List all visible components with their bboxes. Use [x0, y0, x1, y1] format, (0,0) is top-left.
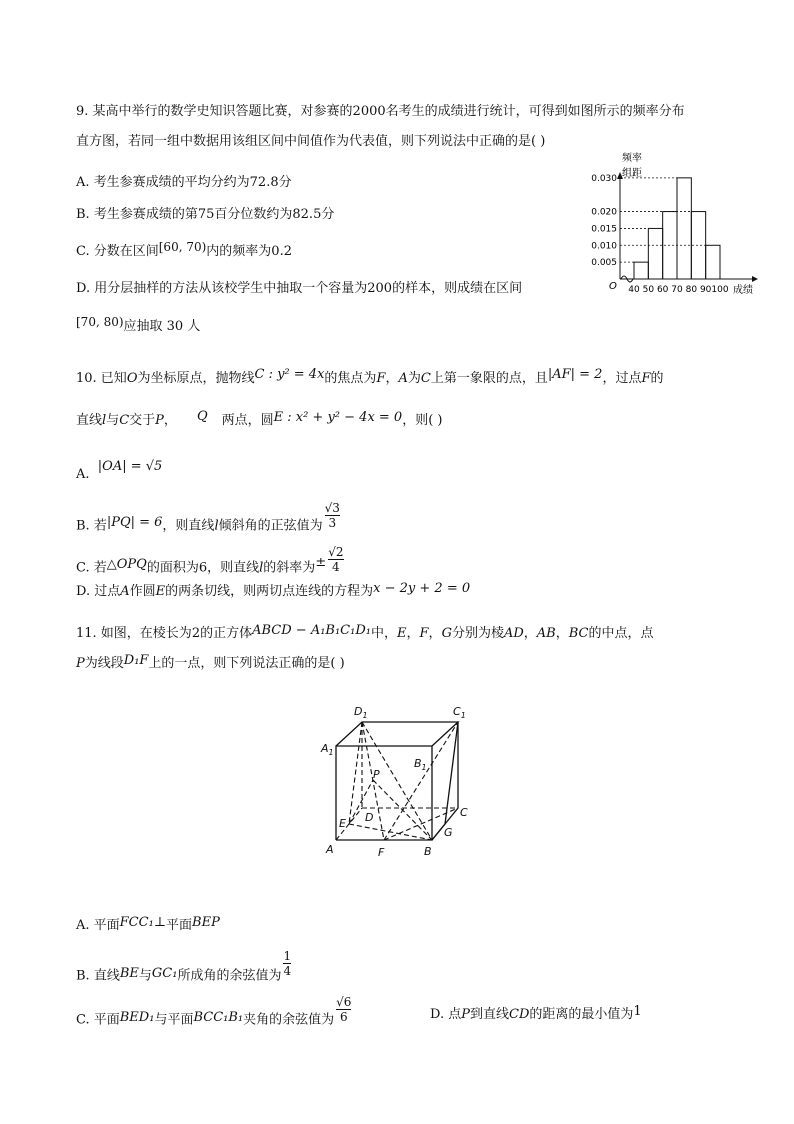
q11-var-p: P [461, 1007, 470, 1022]
q9-option-c-text: C. 分数在区间 [76, 244, 159, 259]
q9-option-d [76, 280, 522, 298]
hist-bar [648, 228, 662, 279]
label-a: A [326, 843, 334, 856]
q11-cube-name: ABCD − A₁B₁C₁D₁ [252, 623, 371, 638]
fraction-denominator: 4 [283, 964, 292, 978]
q9-option-c-number: 0.2 [271, 244, 292, 259]
hist-x-tick-label: 90 [699, 285, 712, 295]
q11-option-b-fraction [283, 950, 291, 978]
q11-option-b-text: 与 [138, 968, 152, 984]
fraction-denominator: 6 [336, 1009, 351, 1024]
q9-option-d-interval: [70, 80) [76, 315, 124, 329]
q10-var-f: F [376, 371, 386, 386]
hist-y-tick-label: 0.020 [591, 207, 617, 218]
q10-option-c-text: ，则直线 [207, 560, 260, 576]
label-b: B [424, 845, 432, 858]
label-d1: $D_1$ [354, 705, 368, 720]
cube-figure [310, 700, 490, 865]
hist-x-axis-arrow [752, 276, 758, 282]
fraction-numerator: √2 [328, 545, 344, 559]
q9-option-a-text: A. 考生参赛成绩的平均分约为 [76, 175, 250, 190]
q11-edge-bc: BC [568, 626, 589, 641]
q11-option-d-number: 1 [633, 1004, 642, 1019]
frequency-histogram [580, 145, 765, 300]
q10-option-d-text: 的两条切线，则两切点连线的方程为 [165, 584, 374, 599]
q10-option-d-text: 作圆 [129, 584, 156, 599]
hist-ylabel-bottom: 组距 [622, 168, 642, 179]
hist-y-tick-label: 0.015 [591, 224, 617, 235]
segment-eb [349, 824, 432, 840]
q10-option-c-math: △OPQ [106, 556, 147, 572]
q10-stem-text: 的 [650, 371, 664, 386]
q11-option-a-text: A. 平面 [76, 918, 120, 933]
q11-var-e: E [397, 626, 407, 641]
hist-bar [677, 178, 691, 279]
q10-option-b-text: B. 若 [76, 518, 107, 534]
hist-x-tick-label: 70 [671, 285, 683, 295]
q11-stem-text: 的中点，点 [588, 626, 654, 641]
q9-option-c-interval: [60, 70) [158, 240, 207, 254]
q11-edge-length: 2 [191, 626, 201, 641]
fraction-numerator: 1 [283, 949, 292, 963]
q10-stem-text: 为坐标原点，抛物线 [137, 371, 255, 386]
q11-option-b-text: 所成角的余弦值为 [177, 968, 282, 984]
q10-option-d [76, 583, 470, 601]
q9-option-c [76, 242, 292, 261]
q10-option-b [76, 501, 342, 540]
q10-option-b-fraction [325, 502, 340, 530]
q11-var-p: P [76, 656, 85, 671]
q11-option-d [430, 1006, 642, 1024]
q10-var-p: P [155, 413, 164, 428]
q10-var-l: l [259, 560, 264, 576]
q11-option-b [76, 949, 293, 990]
q10-stem-text: 交于 [129, 413, 156, 428]
q11-option-d-text: 的距离的最小值为 [529, 1007, 634, 1022]
q9-stem-line1 [76, 103, 685, 121]
q11-option-d-text: D. 点 [430, 1007, 462, 1022]
q9-option-a-text: 分 [278, 175, 292, 190]
q11-stem-line1: 11. 如图，在棱长为2的正方体ABCD − A₁B₁C₁D₁中，E，F，G分别为棱AD，AB，BC的中点，点 [76, 623, 654, 641]
hist-xlabel: 成绩 [733, 285, 753, 296]
hist-y-tick-label: 0.005 [591, 258, 617, 269]
q11-edge-ad: AD [503, 626, 524, 641]
q9-option-a-number: 72.8 [249, 175, 279, 190]
q11-var-g: G [441, 626, 452, 641]
q11-stem-text: 的正方体 [200, 626, 253, 641]
q10-option-c-text: 的面积为 [146, 560, 199, 576]
hist-y-tick-label: 0.030 [591, 173, 617, 184]
q9-option-b [76, 206, 334, 224]
q9-option-d-text: 的样本，则成绩在区间 [392, 281, 523, 296]
hist-bar [634, 262, 648, 279]
q9-option-a [76, 174, 292, 192]
hist-bar [706, 245, 720, 279]
q10-stem-text: 两点，圆 [221, 413, 274, 428]
label-d: D [365, 811, 374, 824]
q10-var-c: C [420, 371, 431, 386]
q11-line-cd: CD [509, 1007, 530, 1022]
q10-option-c-text: C. 若 [76, 560, 107, 576]
hist-origin: O [609, 281, 617, 292]
q10-option-d-text: D. 过点 [76, 584, 121, 599]
q10-stem-text: 与 [106, 413, 120, 428]
q10-stem-line2 [76, 409, 443, 430]
q11-stem-line2 [76, 655, 345, 673]
q10-stem-text: ， [163, 413, 177, 428]
label-g: G [444, 826, 453, 839]
q9-option-d-text: 应抽取 30 人 [123, 319, 201, 334]
q10-var-o: O [126, 371, 138, 386]
q10-var-q: Q [196, 409, 208, 424]
label-p: P [373, 768, 380, 781]
q11-var-f: F [419, 626, 429, 641]
q10-parabola-eq: C : y² = 4x [254, 367, 325, 382]
q10-option-c-text: 的斜率为 [263, 560, 316, 576]
q9-option-d-number: 200 [367, 281, 393, 296]
q11-stem-text: 为线段 [84, 656, 124, 671]
q11-option-c-text: 夹角的余弦值为 [243, 1012, 335, 1028]
q9-option-d-cont [76, 317, 200, 336]
q11-option-c-fraction [336, 996, 351, 1024]
q11-option-c-plane1: BED₁ [119, 1009, 155, 1025]
q11-option-a-plane2: BEP [192, 915, 220, 930]
fraction-numerator: √6 [336, 995, 352, 1009]
q11-stem-text: 中， [370, 626, 397, 641]
q10-stem-text: ，则( ) [402, 413, 443, 428]
q10-option-d-math: x − 2y + 2 = 0 [373, 581, 471, 596]
q10-option-c [76, 545, 346, 582]
q10-stem-line1 [76, 367, 664, 388]
q9-option-b-text: 百分位数约为 [214, 207, 293, 222]
q9-stem-text: 名考生的成绩进行统计，可得到如图所示的频率分布 [385, 104, 685, 119]
q11-option-b-line1: BE [119, 965, 139, 981]
q10-option-c-number: 6 [198, 560, 208, 576]
q11-stem-text: 分别为棱 [451, 626, 504, 641]
segment-c1g [445, 722, 458, 824]
fraction-denominator: 3 [325, 515, 340, 530]
q10-var-c: C [119, 413, 130, 428]
q11-option-a-text: 平面 [166, 918, 193, 933]
q11-option-b-text: B. 直线 [76, 968, 120, 984]
fraction-denominator: 4 [328, 559, 343, 574]
q9-option-b-text: B. 考生参赛成绩的第 [76, 207, 198, 222]
q10-option-b-math: |PQ| = 6 [106, 514, 163, 530]
q11-option-a-plane1: FCC₁ [119, 915, 154, 930]
fraction-numerator: √3 [324, 501, 340, 515]
label-c: C [460, 806, 468, 819]
q10-option-a-math: |OA| = √5 [97, 459, 163, 474]
q10-option-c-fraction [328, 546, 343, 574]
label-c1: $C_1$ [453, 705, 466, 720]
q11-option-a [76, 917, 220, 935]
q11-option-c [76, 995, 353, 1034]
q10-option-b-text: 倾斜角的正弦值为 [218, 518, 323, 534]
q9-option-b-number: 82.5 [292, 207, 322, 222]
q11-segment-d1f: D₁F [123, 653, 149, 668]
q10-stem-text: 的焦点为 [324, 371, 377, 386]
q9-stem-line2: 直方图，若同一组中数据用该组区间中间值作为代表值，则下列说法中正确的是( ) [76, 134, 546, 149]
q10-stem-text: ，过点 [602, 371, 642, 386]
q10-option-a [76, 459, 163, 482]
q10-var-e: E [155, 584, 166, 599]
hist-y-tick-label: 0.010 [591, 241, 617, 252]
hist-x-tick-label: 80 [685, 285, 698, 295]
q10-af-eq: |AF| = 2 [547, 367, 603, 382]
q10-option-a-text: A. [76, 467, 90, 482]
q11-perp-symbol: ⊥ [153, 915, 167, 930]
q11-option-c-text: 与平面 [154, 1012, 194, 1028]
hist-x-tick-label: 100 [711, 285, 729, 295]
hist-ylabel-top: 频率 [622, 153, 642, 164]
q9-option-d-text: D. 用分层抽样的方法从该校学生中抽取一个容量为 [76, 281, 368, 296]
label-a1: $A_1$ [321, 742, 334, 757]
q11-edge-ab: AB [536, 626, 556, 641]
cube-top-face [336, 722, 458, 746]
label-e: E [339, 817, 346, 830]
q11-stem-text: 11. 如图，在棱长为 [76, 626, 192, 641]
q10-stem-text: 直线 [76, 413, 103, 428]
q9-count: 2000 [352, 104, 386, 119]
label-f: F [378, 846, 385, 859]
q10-var-l: l [102, 413, 107, 428]
q10-var-l: l [214, 518, 219, 534]
label-b1: $B_1$ [414, 757, 427, 772]
q10-stem-text: 为 [407, 371, 421, 386]
q9-stem-text: 9. 某高中举行的数学史知识答题比赛，对参赛的 [76, 104, 353, 119]
q11-option-d-text: 到直线 [469, 1007, 509, 1022]
q11-option-c-plane2: BCC₁B₁ [193, 1009, 244, 1025]
q10-option-c-pm: ± [315, 554, 327, 570]
hist-x-tick-label: 40 [628, 285, 640, 295]
q10-circle-eq: E : x² + y² − 4x = 0 [273, 410, 403, 425]
q10-var-a: A [120, 584, 130, 599]
q9-option-b-number: 75 [197, 207, 215, 222]
q10-option-b-text: ，则直线 [162, 518, 215, 534]
hist-x-tick-label: 50 [642, 285, 655, 295]
q11-option-b-line2: GC₁ [151, 965, 178, 981]
q10-var-f: F [641, 371, 651, 386]
q10-var-a: A [398, 371, 408, 386]
segment-d1e [349, 722, 362, 824]
q9-option-b-text: 分 [321, 207, 335, 222]
q10-stem-text: 10. 已知 [76, 371, 127, 386]
q11-option-c-text: C. 平面 [76, 1012, 120, 1028]
q10-stem-text: 上第一象限的点，且 [430, 371, 548, 386]
hist-x-tick-label: 60 [656, 285, 669, 295]
q10-stem-text: ， [385, 371, 399, 386]
q9-option-c-text: 内的频率为 [206, 244, 272, 259]
q11-stem-text: 上的一点，则下列说法正确的是( ) [148, 656, 345, 671]
